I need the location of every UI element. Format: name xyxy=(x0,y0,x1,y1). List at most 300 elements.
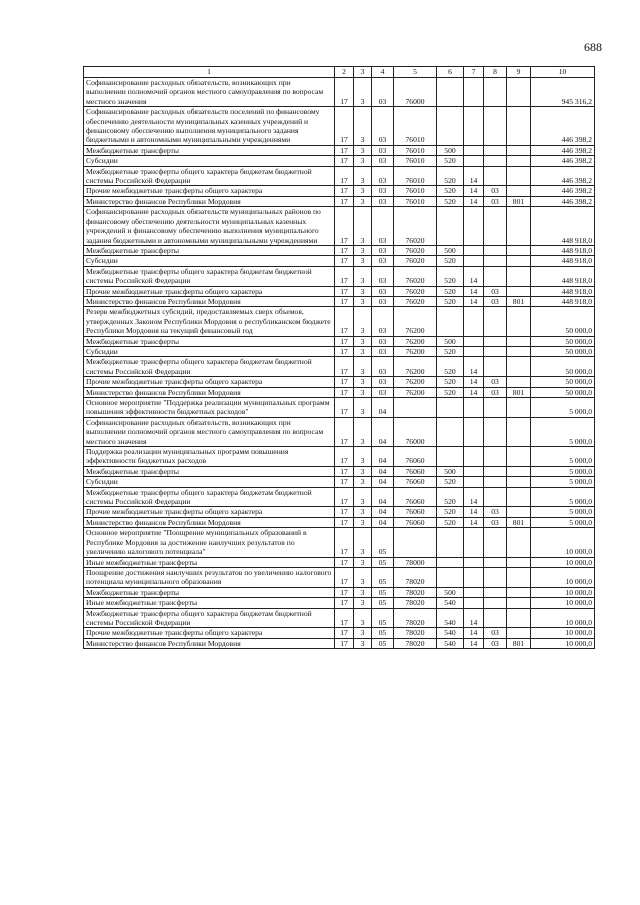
code-cell xyxy=(507,245,531,255)
code-cell: 76020 xyxy=(394,286,437,296)
amount-cell: 10 000,0 xyxy=(531,567,595,587)
row-name-cell: Министерство финансов Республики Мордовия xyxy=(84,387,335,397)
code-cell: 17 xyxy=(335,487,354,507)
table-row xyxy=(84,266,595,286)
code-cell: 17 xyxy=(335,186,354,196)
table-row xyxy=(84,447,595,467)
code-cell: 14 xyxy=(464,357,484,377)
code-cell xyxy=(464,567,484,587)
code-cell: 3 xyxy=(354,286,372,296)
row-name-cell: Министерство финансов Республики Мордовия xyxy=(84,638,335,648)
code-cell: 520 xyxy=(437,256,464,266)
code-cell: 04 xyxy=(372,417,394,446)
table-row xyxy=(84,156,595,166)
code-cell: 76010 xyxy=(394,166,437,186)
code-cell xyxy=(507,477,531,487)
code-cell xyxy=(484,587,507,597)
code-cell xyxy=(507,207,531,246)
code-cell: 3 xyxy=(354,567,372,587)
table-row xyxy=(84,307,595,336)
table-row xyxy=(84,417,595,446)
code-cell: 76010 xyxy=(394,107,437,146)
code-cell: 04 xyxy=(372,487,394,507)
table-row xyxy=(84,207,595,246)
code-cell xyxy=(507,307,531,336)
code-cell xyxy=(464,78,484,107)
code-cell xyxy=(484,557,507,567)
code-cell: 05 xyxy=(372,598,394,608)
code-cell: 3 xyxy=(354,186,372,196)
amount-cell: 448 918,0 xyxy=(531,286,595,296)
amount-cell: 448 918,0 xyxy=(531,296,595,306)
code-cell: 04 xyxy=(372,477,394,487)
row-name-cell: Прочие межбюджетные трансферты общего характера xyxy=(84,286,335,296)
code-cell: 17 xyxy=(335,628,354,638)
code-cell: 3 xyxy=(354,447,372,467)
code-cell: 3 xyxy=(354,336,372,346)
row-name-cell: Поощрение достижения наилучших результатов по увеличению налогового потенциала муниципального образования xyxy=(84,567,335,587)
code-cell: 17 xyxy=(335,145,354,155)
amount-cell: 5 000,0 xyxy=(531,487,595,507)
row-name-cell: Межбюджетные трансферты xyxy=(84,587,335,597)
amount-cell: 5 000,0 xyxy=(531,477,595,487)
amount-cell: 50 000,0 xyxy=(531,387,595,397)
code-cell: 500 xyxy=(437,336,464,346)
code-cell: 03 xyxy=(372,266,394,286)
code-cell: 17 xyxy=(335,517,354,527)
code-cell: 3 xyxy=(354,587,372,597)
row-name-cell: Министерство финансов Республики Мордовия xyxy=(84,196,335,206)
row-name-cell: Субсидии xyxy=(84,156,335,166)
code-cell xyxy=(437,107,464,146)
code-cell xyxy=(507,466,531,476)
code-cell: 05 xyxy=(372,567,394,587)
code-cell xyxy=(484,447,507,467)
code-cell: 78020 xyxy=(394,587,437,597)
code-cell: 76200 xyxy=(394,377,437,387)
code-cell: 76020 xyxy=(394,256,437,266)
table-row xyxy=(84,357,595,377)
row-name-cell: Софинансирование расходных обязательств, возникающих при выполнении полномочий органов местного самоуправления по вопросам местного значения xyxy=(84,78,335,107)
row-name-cell: Субсидии xyxy=(84,256,335,266)
table-row xyxy=(84,145,595,155)
code-cell xyxy=(464,557,484,567)
code-cell: 76200 xyxy=(394,387,437,397)
code-cell: 3 xyxy=(354,156,372,166)
row-name-cell: Межбюджетные трансферты общего характера бюджетам бюджетной системы Российской Федерации xyxy=(84,357,335,377)
amount-cell: 10 000,0 xyxy=(531,638,595,648)
column-header: 5 xyxy=(394,67,437,78)
code-cell: 17 xyxy=(335,196,354,206)
code-cell: 76200 xyxy=(394,307,437,336)
code-cell xyxy=(484,207,507,246)
code-cell: 17 xyxy=(335,417,354,446)
code-cell: 76010 xyxy=(394,196,437,206)
code-cell: 76060 xyxy=(394,507,437,517)
code-cell: 17 xyxy=(335,557,354,567)
code-cell xyxy=(464,447,484,467)
code-cell: 14 xyxy=(464,196,484,206)
code-cell: 03 xyxy=(484,296,507,306)
code-cell xyxy=(484,156,507,166)
amount-cell: 5 000,0 xyxy=(531,447,595,467)
code-cell: 500 xyxy=(437,145,464,155)
table-row xyxy=(84,245,595,255)
code-cell xyxy=(464,598,484,608)
code-cell: 03 xyxy=(372,156,394,166)
amount-cell: 10 000,0 xyxy=(531,528,595,557)
table-row xyxy=(84,196,595,206)
code-cell: 801 xyxy=(507,517,531,527)
code-cell: 3 xyxy=(354,417,372,446)
code-cell: 04 xyxy=(372,447,394,467)
table-row xyxy=(84,477,595,487)
code-cell xyxy=(507,166,531,186)
amount-cell: 448 918,0 xyxy=(531,207,595,246)
code-cell: 17 xyxy=(335,638,354,648)
table-row xyxy=(84,587,595,597)
code-cell: 801 xyxy=(507,638,531,648)
code-cell: 03 xyxy=(484,286,507,296)
row-name-cell: Основное мероприятие "Поддержка реализации муниципальных программ повышения эффективности бюджетных расходов" xyxy=(84,398,335,418)
row-name-cell: Прочие межбюджетные трансферты общего характера xyxy=(84,186,335,196)
code-cell: 76060 xyxy=(394,447,437,467)
code-cell: 14 xyxy=(464,266,484,286)
code-cell xyxy=(507,628,531,638)
code-cell: 78020 xyxy=(394,628,437,638)
row-name-cell: Прочие межбюджетные трансферты общего характера xyxy=(84,507,335,517)
code-cell: 03 xyxy=(372,166,394,186)
code-cell xyxy=(464,466,484,476)
amount-cell: 5 000,0 xyxy=(531,417,595,446)
code-cell xyxy=(507,357,531,377)
code-cell: 3 xyxy=(354,307,372,336)
code-cell xyxy=(507,336,531,346)
code-cell xyxy=(484,466,507,476)
code-cell xyxy=(484,398,507,418)
code-cell: 3 xyxy=(354,638,372,648)
table-row xyxy=(84,528,595,557)
code-cell xyxy=(507,377,531,387)
code-cell xyxy=(464,107,484,146)
row-name-cell: Софинансирование расходных обязательств муниципальных районов по финансовому обеспечению деятельности муниципальных казенных учреждений и финансовому обеспечению выполнения муниципального задания бюджетными и автономными муниципальными учреждениями xyxy=(84,207,335,246)
row-name-cell: Софинансирование расходных обязательств, возникающих при выполнении полномочий органов местного самоуправления по вопросам местного значения xyxy=(84,417,335,446)
code-cell xyxy=(507,447,531,467)
code-cell xyxy=(507,145,531,155)
code-cell: 76200 xyxy=(394,357,437,377)
code-cell: 03 xyxy=(372,207,394,246)
code-cell: 3 xyxy=(354,145,372,155)
amount-cell: 446 398,2 xyxy=(531,145,595,155)
code-cell: 03 xyxy=(484,507,507,517)
code-cell: 03 xyxy=(372,78,394,107)
row-name-cell: Прочие межбюджетные трансферты общего характера xyxy=(84,377,335,387)
amount-cell: 10 000,0 xyxy=(531,608,595,628)
code-cell: 520 xyxy=(437,156,464,166)
code-cell xyxy=(507,186,531,196)
code-cell: 17 xyxy=(335,477,354,487)
code-cell: 17 xyxy=(335,336,354,346)
budget-table xyxy=(83,66,595,649)
code-cell: 17 xyxy=(335,346,354,356)
code-cell xyxy=(484,598,507,608)
code-cell: 76060 xyxy=(394,487,437,507)
table-row xyxy=(84,166,595,186)
code-cell xyxy=(484,487,507,507)
amount-cell: 446 398,2 xyxy=(531,166,595,186)
table-row xyxy=(84,487,595,507)
code-cell xyxy=(464,245,484,255)
code-cell xyxy=(464,156,484,166)
code-cell: 14 xyxy=(464,377,484,387)
table-row xyxy=(84,78,595,107)
code-cell: 540 xyxy=(437,598,464,608)
code-cell: 520 xyxy=(437,357,464,377)
table-row xyxy=(84,377,595,387)
table-row xyxy=(84,296,595,306)
row-name-cell: Основное мероприятие "Поощрение муниципальных образований в Республике Мордовия за достижение наилучших результатов по увеличению налогового потенциала" xyxy=(84,528,335,557)
code-cell: 76010 xyxy=(394,145,437,155)
code-cell xyxy=(464,477,484,487)
row-name-cell: Министерство финансов Республики Мордовия xyxy=(84,517,335,527)
row-name-cell: Субсидии xyxy=(84,477,335,487)
code-cell: 76200 xyxy=(394,336,437,346)
code-cell: 03 xyxy=(484,517,507,527)
code-cell: 03 xyxy=(372,145,394,155)
code-cell: 14 xyxy=(464,507,484,517)
column-header: 7 xyxy=(464,67,484,78)
code-cell xyxy=(437,398,464,418)
table-row xyxy=(84,598,595,608)
row-name-cell: Межбюджетные трансферты общего характера бюджетам бюджетной системы Российской Федерации xyxy=(84,487,335,507)
code-cell: 520 xyxy=(437,296,464,306)
code-cell: 04 xyxy=(372,507,394,517)
code-cell: 3 xyxy=(354,387,372,397)
code-cell: 3 xyxy=(354,628,372,638)
code-cell: 14 xyxy=(464,608,484,628)
code-cell: 78020 xyxy=(394,638,437,648)
code-cell xyxy=(464,307,484,336)
code-cell xyxy=(484,608,507,628)
code-cell: 520 xyxy=(437,196,464,206)
code-cell: 17 xyxy=(335,207,354,246)
row-name-cell: Межбюджетные трансферты общего характера бюджетам бюджетной системы Российской Федерации xyxy=(84,166,335,186)
code-cell: 540 xyxy=(437,628,464,638)
code-cell xyxy=(464,587,484,597)
code-cell: 17 xyxy=(335,156,354,166)
code-cell: 76060 xyxy=(394,477,437,487)
code-cell: 03 xyxy=(372,286,394,296)
code-cell: 03 xyxy=(372,357,394,377)
code-cell: 17 xyxy=(335,447,354,467)
table-header-row xyxy=(84,67,595,78)
code-cell xyxy=(507,608,531,628)
code-cell: 14 xyxy=(464,638,484,648)
code-cell xyxy=(464,145,484,155)
code-cell: 03 xyxy=(372,107,394,146)
amount-cell: 10 000,0 xyxy=(531,557,595,567)
code-cell: 520 xyxy=(437,487,464,507)
code-cell: 520 xyxy=(437,186,464,196)
column-header: 2 xyxy=(335,67,354,78)
code-cell: 04 xyxy=(372,398,394,418)
code-cell: 3 xyxy=(354,357,372,377)
amount-cell: 5 000,0 xyxy=(531,398,595,418)
code-cell: 17 xyxy=(335,78,354,107)
code-cell xyxy=(484,336,507,346)
code-cell: 03 xyxy=(484,377,507,387)
code-cell: 03 xyxy=(372,296,394,306)
amount-cell: 10 000,0 xyxy=(531,587,595,597)
row-name-cell: Межбюджетные трансферты общего характера бюджетам бюджетной системы Российской Федерации xyxy=(84,608,335,628)
code-cell: 14 xyxy=(464,487,484,507)
code-cell xyxy=(507,587,531,597)
amount-cell: 5 000,0 xyxy=(531,466,595,476)
code-cell: 3 xyxy=(354,266,372,286)
code-cell xyxy=(464,528,484,557)
code-cell: 500 xyxy=(437,587,464,597)
amount-cell: 945 316,2 xyxy=(531,78,595,107)
column-header: 6 xyxy=(437,67,464,78)
code-cell xyxy=(507,598,531,608)
amount-cell: 446 398,2 xyxy=(531,196,595,206)
code-cell: 76000 xyxy=(394,78,437,107)
code-cell: 05 xyxy=(372,638,394,648)
code-cell: 03 xyxy=(484,186,507,196)
code-cell: 3 xyxy=(354,608,372,628)
row-name-cell: Прочие межбюджетные трансферты общего характера xyxy=(84,628,335,638)
code-cell: 3 xyxy=(354,346,372,356)
code-cell: 03 xyxy=(372,245,394,255)
code-cell: 76020 xyxy=(394,245,437,255)
code-cell: 03 xyxy=(372,377,394,387)
code-cell: 3 xyxy=(354,377,372,387)
code-cell xyxy=(464,346,484,356)
code-cell xyxy=(484,417,507,446)
column-header: 8 xyxy=(484,67,507,78)
code-cell xyxy=(507,107,531,146)
code-cell xyxy=(507,346,531,356)
amount-cell: 50 000,0 xyxy=(531,346,595,356)
code-cell: 03 xyxy=(372,256,394,266)
code-cell: 14 xyxy=(464,387,484,397)
code-cell: 3 xyxy=(354,477,372,487)
code-cell: 17 xyxy=(335,307,354,336)
code-cell: 14 xyxy=(464,517,484,527)
code-cell: 03 xyxy=(372,307,394,336)
code-cell: 17 xyxy=(335,256,354,266)
code-cell: 540 xyxy=(437,638,464,648)
code-cell xyxy=(507,507,531,517)
amount-cell: 446 398,2 xyxy=(531,107,595,146)
row-name-cell: Иные межбюджетные трансферты xyxy=(84,557,335,567)
code-cell: 76200 xyxy=(394,346,437,356)
code-cell: 76060 xyxy=(394,517,437,527)
code-cell: 3 xyxy=(354,557,372,567)
code-cell xyxy=(437,447,464,467)
code-cell: 520 xyxy=(437,517,464,527)
code-cell xyxy=(507,487,531,507)
code-cell: 76010 xyxy=(394,186,437,196)
code-cell: 03 xyxy=(484,638,507,648)
code-cell: 78020 xyxy=(394,598,437,608)
code-cell: 03 xyxy=(372,346,394,356)
page-number: 688 xyxy=(584,40,602,54)
code-cell xyxy=(437,417,464,446)
code-cell xyxy=(484,307,507,336)
code-cell: 17 xyxy=(335,166,354,186)
code-cell: 05 xyxy=(372,557,394,567)
code-cell xyxy=(484,567,507,587)
amount-cell: 5 000,0 xyxy=(531,517,595,527)
code-cell: 17 xyxy=(335,528,354,557)
table-row xyxy=(84,398,595,418)
code-cell: 17 xyxy=(335,507,354,517)
code-cell: 3 xyxy=(354,528,372,557)
code-cell xyxy=(464,256,484,266)
column-header: 3 xyxy=(354,67,372,78)
code-cell: 04 xyxy=(372,517,394,527)
table-row xyxy=(84,336,595,346)
code-cell: 17 xyxy=(335,608,354,628)
code-cell: 03 xyxy=(484,196,507,206)
code-cell xyxy=(484,166,507,186)
code-cell: 03 xyxy=(372,186,394,196)
code-cell: 520 xyxy=(437,346,464,356)
code-cell: 500 xyxy=(437,466,464,476)
table-row xyxy=(84,567,595,587)
code-cell xyxy=(464,336,484,346)
amount-cell: 50 000,0 xyxy=(531,307,595,336)
table-row xyxy=(84,346,595,356)
amount-cell: 5 000,0 xyxy=(531,507,595,517)
amount-cell: 448 918,0 xyxy=(531,245,595,255)
code-cell: 17 xyxy=(335,377,354,387)
code-cell: 500 xyxy=(437,245,464,255)
code-cell: 520 xyxy=(437,477,464,487)
table-row xyxy=(84,256,595,266)
code-cell: 801 xyxy=(507,196,531,206)
code-cell: 3 xyxy=(354,107,372,146)
code-cell: 03 xyxy=(372,387,394,397)
row-name-cell: Субсидии xyxy=(84,346,335,356)
code-cell: 3 xyxy=(354,507,372,517)
amount-cell: 50 000,0 xyxy=(531,357,595,377)
amount-cell: 448 918,0 xyxy=(531,256,595,266)
code-cell: 3 xyxy=(354,487,372,507)
column-header: 9 xyxy=(507,67,531,78)
code-cell xyxy=(464,417,484,446)
code-cell: 3 xyxy=(354,166,372,186)
code-cell: 17 xyxy=(335,387,354,397)
code-cell: 76020 xyxy=(394,207,437,246)
table-row xyxy=(84,286,595,296)
amount-cell: 448 918,0 xyxy=(531,266,595,286)
row-name-cell: Межбюджетные трансферты общего характера бюджетам бюджетной системы Российской Федерации xyxy=(84,266,335,286)
code-cell: 3 xyxy=(354,245,372,255)
code-cell: 17 xyxy=(335,466,354,476)
code-cell: 17 xyxy=(335,296,354,306)
row-name-cell: Министерство финансов Республики Мордовия xyxy=(84,296,335,306)
code-cell xyxy=(484,107,507,146)
code-cell xyxy=(484,266,507,286)
code-cell: 17 xyxy=(335,567,354,587)
code-cell: 17 xyxy=(335,286,354,296)
code-cell: 520 xyxy=(437,266,464,286)
code-cell xyxy=(484,528,507,557)
code-cell: 3 xyxy=(354,598,372,608)
code-cell xyxy=(484,256,507,266)
